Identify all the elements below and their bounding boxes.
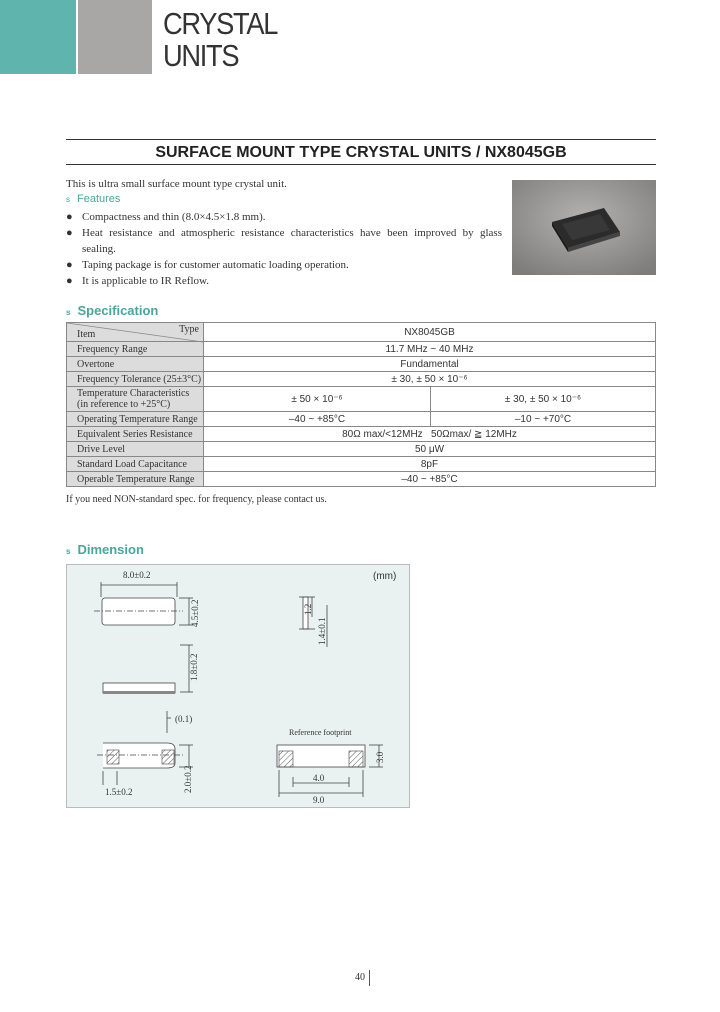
row-value: –40 ~ +85°C <box>204 472 656 487</box>
type-value-cell: NX8045GB <box>204 323 656 342</box>
list-item: ● Taping package is for customer automatic loading operation. <box>66 259 349 271</box>
feature-text: Heat resistance and atmospheric resistance characteristics have been improved by glass sealing. <box>82 227 502 255</box>
dimension-drawing <box>66 564 410 808</box>
feature-text: Compactness and thin (8.0×4.5×1.8 mm). <box>82 211 266 223</box>
table-row <box>67 387 656 412</box>
row-label: Frequency Range <box>67 342 204 357</box>
row-value-a: –40 ~ +85°C <box>204 412 431 427</box>
pad-width-label: 2.0±0.2 <box>183 765 193 793</box>
product-photo <box>512 180 656 275</box>
dimension-diagram-icon <box>67 565 409 807</box>
intro-text: This is ultra small surface mount type crystal unit. <box>66 178 287 190</box>
table-row <box>67 357 656 372</box>
row-label <box>67 387 204 412</box>
spec-note: If you need NON-standard spec. for frequency, please contact us. <box>66 494 327 505</box>
dimension-heading <box>66 542 144 557</box>
page-header-title <box>163 8 277 72</box>
row-label-line2: (in reference to +25°C) <box>77 399 171 410</box>
fp-outer-label: 9.0 <box>313 795 325 805</box>
row-value: 80Ω max/<12MHz 50Ωmax/ ≧ 12MHz <box>204 427 656 442</box>
page-number-bar <box>369 970 370 986</box>
gap-label: (0.1) <box>175 714 193 724</box>
title-rule-bottom <box>66 164 656 165</box>
table-row <box>67 372 656 387</box>
corner-item-label: Item <box>77 329 96 340</box>
crystal-unit-photo-icon <box>512 180 656 275</box>
corner-type-label: Type <box>179 324 199 335</box>
features-list <box>66 209 502 289</box>
row-value: ± 30, ± 50 × 10⁻⁶ <box>204 372 656 387</box>
feature-text: Taping package is for customer automatic loading operation. <box>82 259 349 271</box>
row-label: Drive Level <box>67 442 204 457</box>
row-label: Operable Temperature Range <box>67 472 204 487</box>
header-accent-block <box>0 0 76 74</box>
title-rule-top <box>66 139 656 140</box>
row-label: Overtone <box>67 357 204 372</box>
row-value: 11.7 MHz ~ 40 MHz <box>204 342 656 357</box>
footprint-title: Reference footprint <box>289 728 352 737</box>
list-item: ● It is applicable to IR Reflow. <box>66 275 209 287</box>
row-label-line1: Temperature Characteristics <box>77 388 190 399</box>
pad-length-label: 1.5±0.2 <box>105 787 133 797</box>
section-title: SURFACE MOUNT TYPE CRYSTAL UNITS / NX8045GB <box>155 144 567 161</box>
features-heading-label: Features <box>77 193 121 205</box>
features-heading <box>66 193 120 205</box>
specification-heading <box>66 303 158 318</box>
row-label: Frequency Tolerance (25±3°C) <box>67 372 204 387</box>
features-marker: s <box>66 195 70 204</box>
table-row <box>67 442 656 457</box>
table-row <box>67 472 656 487</box>
side-label-b: 1.4±0.1 <box>317 617 327 645</box>
table-row <box>67 342 656 357</box>
feature-text: It is applicable to IR Reflow. <box>82 275 209 287</box>
dimension-marker: s <box>66 547 71 556</box>
table-row <box>67 427 656 442</box>
row-value-b: –10 ~ +70°C <box>431 412 656 427</box>
row-label: Standard Load Capacitance <box>67 457 204 472</box>
row-value-a: ± 50 × 10⁻⁶ <box>204 387 431 412</box>
specification-table <box>66 322 656 487</box>
table-row <box>67 323 656 342</box>
row-value: Fundamental <box>204 357 656 372</box>
specification-heading-label: Specification <box>77 303 159 318</box>
fp-inner-label: 4.0 <box>313 773 325 783</box>
row-label: Equivalent Series Resistance <box>67 427 204 442</box>
row-value: 8pF <box>204 457 656 472</box>
unit-label: (mm) <box>373 571 397 582</box>
list-item: ● Heat resistance and atmospheric resistance characteristics have been improved by glass sealing. <box>66 227 502 255</box>
fp-height-label: 3.0 <box>375 751 385 763</box>
top-length-label: 8.0±0.2 <box>123 570 151 580</box>
header-title-line1: CRYSTAL <box>163 6 278 41</box>
row-value: 50 μW <box>204 442 656 457</box>
side-label-a: 1.2 <box>303 603 313 615</box>
header-gray-block <box>78 0 152 74</box>
row-value-b: ± 30, ± 50 × 10⁻⁶ <box>431 387 656 412</box>
specification-marker: s <box>66 308 71 317</box>
list-item: ● Compactness and thin (8.0×4.5×1.8 mm). <box>66 211 266 223</box>
page-number: 40 <box>355 972 365 983</box>
row-label: Operating Temperature Range <box>67 412 204 427</box>
table-row <box>67 457 656 472</box>
top-width-label: 4.5±0.2 <box>190 599 200 627</box>
table-row <box>67 412 656 427</box>
header-title-line2: UNITS <box>163 38 239 73</box>
dimension-heading-label: Dimension <box>77 542 144 557</box>
corner-cell <box>67 323 204 342</box>
height-label: 1.8±0.2 <box>189 653 199 681</box>
